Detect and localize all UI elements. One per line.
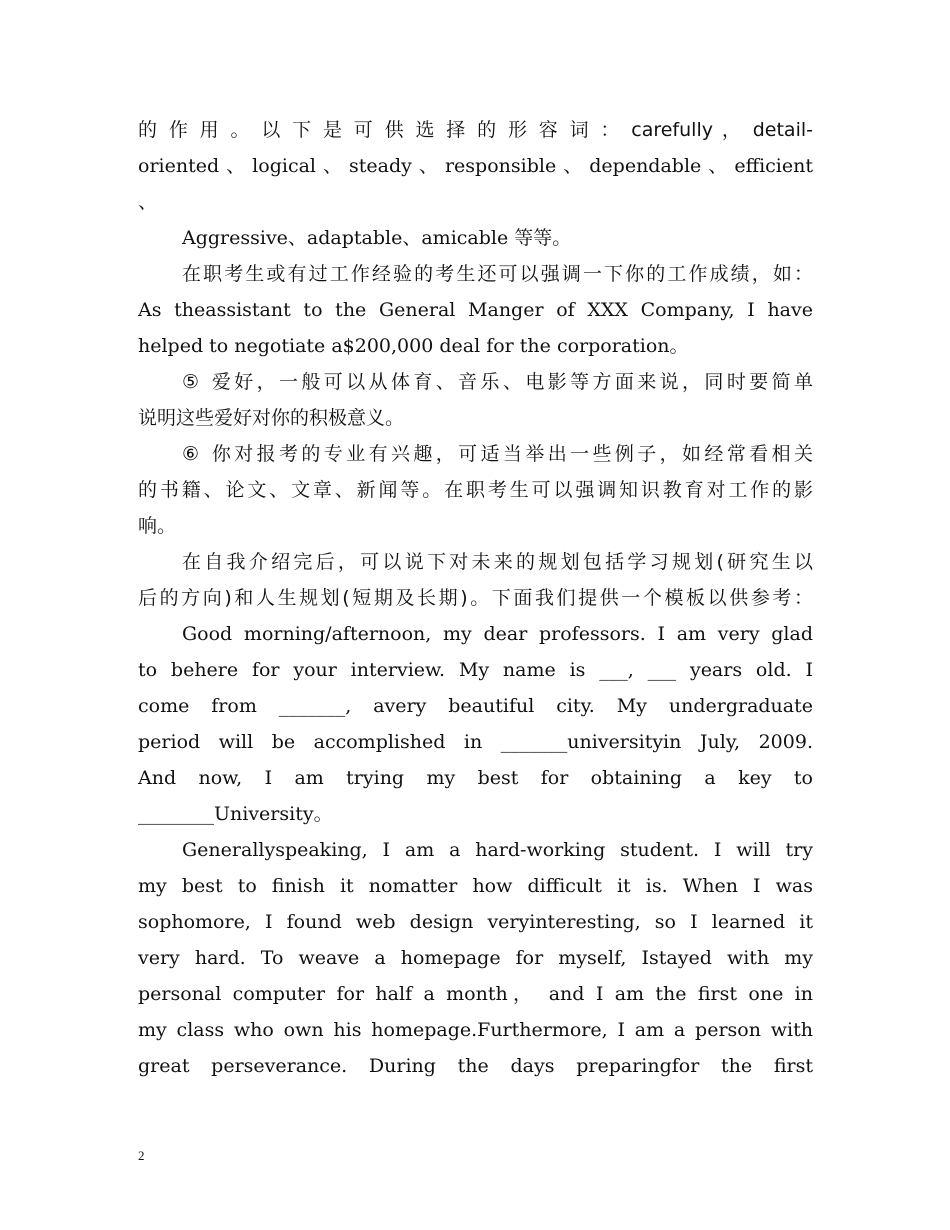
text-line-22: my best to finish it nomatter how difficult it is. When I was [138,875,813,897]
text-line-15: Good morning/afternoon, my dear professors. I am very glad [182,623,813,645]
text-line-24: very hard. To weave a homepage for myself, Istayed with my [138,947,813,969]
text-line-9: 说明这些爱好对你的积极意义。 [138,407,405,429]
text-line-11: 的书籍、论文、文章、新闻等。在职考生可以强调知识教育对工作的影 [138,479,813,501]
text-line-2: oriented、logical、steady、responsible、dependable、efficient [138,155,813,177]
text-line-8: ⑤ 爱好，一般可以从体育、音乐、电影等方面来说，同时要简单 [182,371,813,393]
page-number: 2 [138,1148,145,1163]
text-line-4: Aggressive、adaptable、amicable 等等。 [182,227,572,249]
text-line-1: 的 作 用 。 以 下 是 可 供 选 择 的 形 容 词 ： carefully ， detail- [138,119,813,141]
text-line-23: sophomore, I found web design veryinteresting, so I learned it [138,911,813,933]
text-line-3: 、 [138,191,158,213]
text-line-19: And now, I am trying my best for obtaining a key to [138,767,813,789]
text-line-26: my class who own his homepage.Furthermore, I am a person with [138,1019,813,1041]
text-line-7: helped to negotiate a$200,000 deal for the corporation。 [138,335,689,357]
text-line-14: 后的方向)和人生规划(短期及长期)。下面我们提供一个模板以供参考： [138,587,813,609]
text-line-25: personal computer for half a month， and I am the first one in [138,983,813,1005]
text-line-12: 响。 [138,515,177,537]
text-line-17: come from _______, avery beautiful city. My undergraduate [138,695,813,717]
text-line-20: ________University。 [138,803,333,825]
text-line-16: to behere for your interview. My name is ___, ___ years old. I [138,659,813,681]
text-line-6: As theassistant to the General Manger of XXX Company, I have [138,299,813,321]
text-line-18: period will be accomplished in _______universityin July, 2009. [138,731,813,753]
text-line-13: 在自我介绍完后，可以说下对未来的规划包括学习规划(研究生以 [182,551,813,573]
text-line-5: 在职考生或有过工作经验的考生还可以强调一下你的工作成绩，如： [182,263,813,285]
text-line-21: Generallyspeaking, I am a hard-working student. I will try [182,839,813,861]
text-line-10: ⑥ 你对报考的专业有兴趣，可适当举出一些例子，如经常看相关 [182,443,813,465]
text-line-27: great perseverance. During the days preparingfor the first [138,1055,813,1077]
